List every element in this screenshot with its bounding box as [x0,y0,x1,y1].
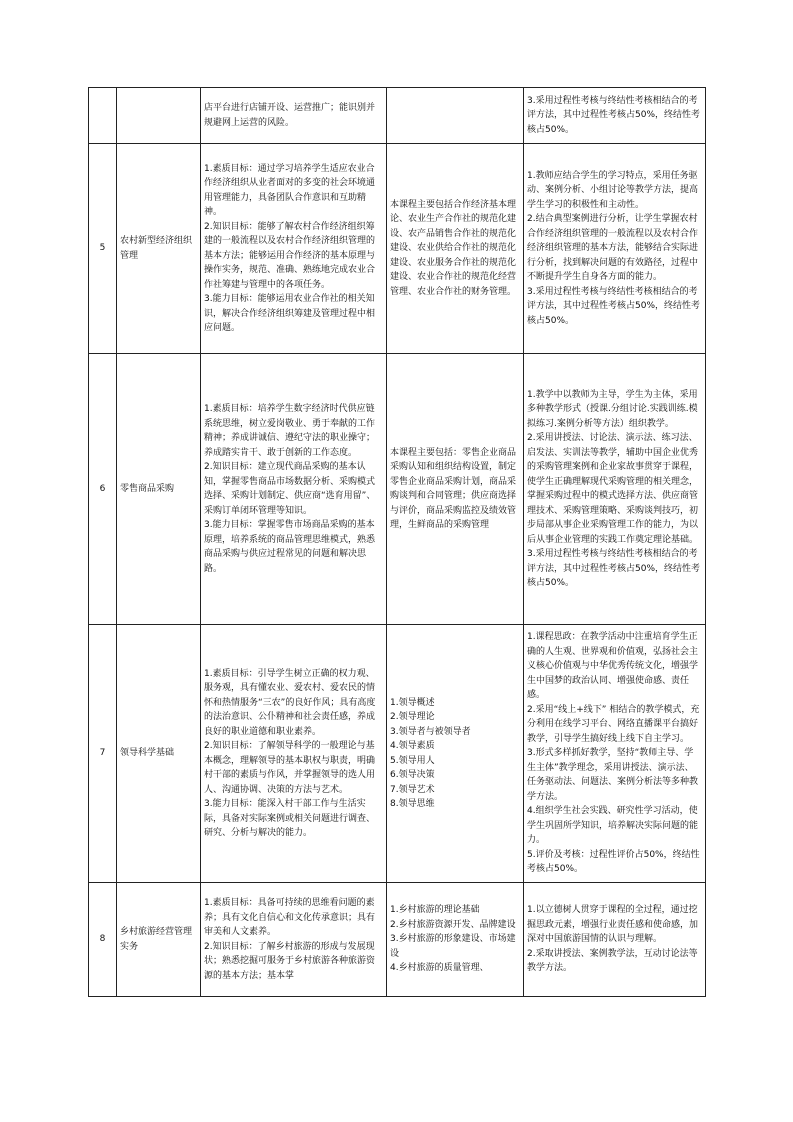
course-name: 农村新型经济组织管理 [117,144,201,354]
goal-line: 店平台进行店铺开设、运营推广；能识别并规避网上运营的风险。 [204,103,376,128]
teaching-requirements [524,88,706,144]
requirement-line: 4.组织学生社会实践、研究性学习活动，使学生巩固所学知识，培养解决实际问题的能力。 [527,806,699,846]
course-content [387,625,524,883]
course-name: 乡村旅游经营管理实务 [117,883,201,997]
course-goals [201,883,387,997]
content-line: 本课程主要包括：零售企业商品采购认知和组织结构设置，制定零售企业商品采购计划，商品采购谈判和合同管理；供应商选择与评价，商品采购监控及绩效管理，生鲜商品的采购管理 [390,447,517,530]
course-goals [201,625,387,883]
content-line: 1.乡村旅游的理论基础 [390,905,480,916]
content-line: 3.乡村旅游的形象建设、市场建设 [390,934,516,959]
row-number [89,88,117,144]
row-number: 5 [89,144,117,354]
goal-line: 3.能力目标：能深入村干部工作与生活实际，具备对实际案例或相关问题进行调查、研究、分析与解决的能力。 [204,799,376,838]
table-body [89,88,706,997]
course-content [387,883,524,997]
goal-line: 2.知识目标：能够了解农村合作经济组织筹建的一般流程以及农村合作经济组织管理的基本方法；能够运用合作经济的基本原理与操作实务，规范、准确、熟练地完成农业合作社筹建与管理中的各项任务。 [204,221,376,290]
curriculum-table [88,87,706,997]
content-line: 2.领导理论 [390,712,435,722]
content-line: 3.领导者与被领导者 [390,726,471,737]
table-row [89,883,706,997]
teaching-requirements [524,144,706,354]
content-line: 4.乡村旅游的质量管理、 [390,963,489,974]
goal-line: 2.知识目标：了解领导科学的一般理论与基本概念，理解领导的基本职权与职责，明确村干部的素质与作风，并掌握领导的选人用人、沟通协调、决策的方法与艺术。 [204,741,376,795]
requirement-line: 5.评价及考核：过程性评价占50%，终结性考核占50%。 [527,849,700,875]
content-line: 6.领导决策 [390,770,435,780]
course-content [387,354,524,625]
course-content [387,88,524,144]
content-line: 1.领导概述 [390,697,435,708]
goal-line: 3.能力目标：掌握零售市场商品采购的基本原理，培养系统的商品管理思维模式，熟悉商品采购与供应过程常见的问题和解决思路。 [204,520,376,574]
content-line: 本课程主要包括合作经济基本理论、农业生产合作社的规范化建设、农产品销售合作社的规范化建设、农业供给合作社的规范化建设、农业服务合作社的规范化建设、农业合作社的规范化经营管理、农业合作社的财务管理。 [390,199,517,297]
teaching-requirements [524,883,706,997]
requirement-line: 2.结合典型案例进行分析，让学生掌握农村合作经济组织管理的一般流程以及农村合作经济组织管理的基本方法，能够结合实际进行分析，找到解决问题的有效路径，过程中不断提升学生自身各方面的能力。 [527,214,699,283]
content-line: 5.领导用人 [390,755,435,766]
requirement-line: 2.采用“线上+线下” 相结合的教学模式，充分利用在线学习平台、网络直播课平台搞好教学，引导学生搞好线上线下自主学习。 [527,704,700,744]
requirement-line: 1.教师应结合学生的学习特点，采用任务驱动、案例分析、小组讨论等教学方法，提高学生学习的积极性和主动性。 [527,170,699,210]
goal-line: 1.素质目标：引导学生树立正确的权力观、服务观，具有懂农业、爱农村、爱农民的情怀和热情服务“三农”的良好作风；具有高度的法治意识、公仆精神和社会责任感，养成良好的职业道德和职业素养。 [204,668,376,737]
goal-line: 3.能力目标：能够运用农业合作社的相关知识，解决合作经济组织筹建及管理过程中相应问题。 [204,294,376,333]
goal-line: 1.素质目标：培养学生数字经济时代供应链系统思维，树立爱岗敬业、勇于奉献的工作精神；养成讲诚信、遵纪守法的职业操守；养成踏实肯干、敢于创新的工作态度。 [204,404,376,458]
table-row [89,625,706,883]
requirement-line: 3.采用过程性考核与终结性考核相结合的考评方法，其中过程性考核占50%，终结性考核占50%。 [527,286,701,326]
table-row [89,354,706,625]
goal-line: 1.素质目标：通过学习培养学生适应农业合作经济组织从业者面对的多变的社会环境通用管理能力，具备团队合作意识和互助精神。 [204,163,376,217]
row-number: 6 [89,354,117,625]
course-name: 领导科学基础 [117,625,201,883]
content-line: 8.领导思维 [390,799,435,809]
content-line: 7.领导艺术 [390,784,435,795]
requirement-line: 1.教学中以教师为主导，学生为主体，采用多种教学形式（授课.分组讨论.实践训练.模拟练习.案例分析等方法）组织教学。 [527,389,698,429]
teaching-requirements [524,354,706,625]
requirement-line: 3.采用过程性考核与终结性考核相结合的考评方法，其中过程性考核占50%，终结性考核占50%。 [527,549,701,588]
goal-line: 2.知识目标：建立现代商品采购的基本认知，掌握零售商品市场数据分析、采购模式选择、采购计划制定、供应商“选育用留”、采购订单闭环管理等知识。 [204,462,376,516]
course-goals [201,144,387,354]
course-goals [201,88,387,144]
requirement-line: 3.形式多样抓好教学，坚持“教师主导、学生主体”教学理念，采用讲授法、演示法、任务驱动法、问题法、案例分析法等多种教学方法。 [527,748,699,802]
table-row [89,88,706,144]
course-name: 零售商品采购 [117,354,201,625]
content-line: 4.领导素质 [390,741,435,751]
requirement-line: 2.采取讲授法、案例教学法，互动讨论法等教学方法。 [527,948,698,974]
goal-line: 1.素质目标：具备可持续的思维看问题的素养；具有文化自信心和文化传承意识；具有审美和人文素养。 [204,898,376,937]
course-name [117,88,201,144]
requirement-line: 3.采用过程性考核与终结性考核相结合的考评方法，其中过程性考核占50%，终结性考核占50%。 [527,95,701,135]
table-row [89,144,706,354]
goal-line: 2.知识目标：了解乡村旅游的形成与发展现状；熟悉挖掘可服务于乡村旅游各种旅游资源的基本方法；基本掌 [204,941,376,981]
requirement-line: 1.课程思政：在教学活动中注重培育学生正确的人生观、世界观和价值观，弘扬社会主义核心价值观与中华优秀传统文化，增强学生中国梦的政治认同、增强使命感、责任感。 [527,632,699,701]
course-goals [201,354,387,625]
requirement-line: 1.以立德树人贯穿于课程的全过程，通过挖掘思政元素，增强行业责任感和使命感，加深对中国旅游国情的认识与理解。 [527,905,699,945]
course-content [387,144,524,354]
requirement-line: 2.采用讲授法、讨论法、演示法、练习法、启发法、实训法等教学，辅助中国企业优秀的采购管理案例和企业家故事贯穿于课程，使学生正确理解现代采购管理的相关理念，掌握采购过程中的模式选择方法、供应商管理技术、采购管理策略、采购谈判技巧，初步局部从事企业采购管理工作的能力，为以后从事企业管理的实践工作奠定理论基础。 [527,433,699,545]
row-number: 7 [89,625,117,883]
row-number: 8 [89,883,117,997]
content-line: 2.乡村旅游资源开发、品牌建设 [390,919,516,930]
teaching-requirements [524,625,706,883]
